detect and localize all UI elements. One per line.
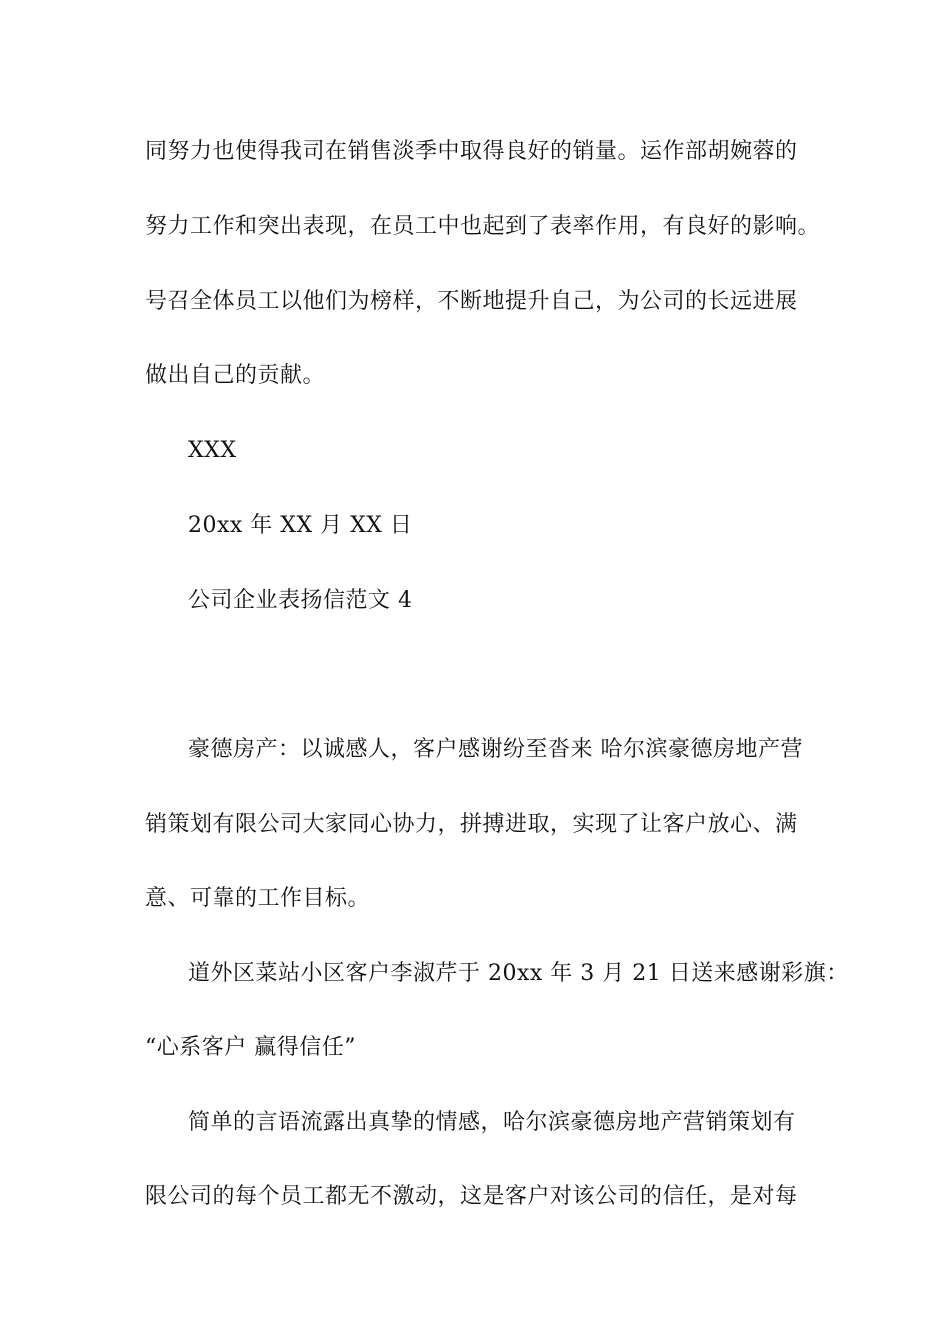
- signature-date: 20xx 年 XX 月 XX 日: [188, 513, 413, 538]
- paragraph-line: 努力工作和突出表现，在员工中也起到了表率作用，有良好的影响。: [145, 214, 821, 239]
- paragraph-line: 豪德房产：以诚感人，客户感谢纷至沓来 哈尔滨豪德房地产营: [188, 737, 803, 762]
- paragraph-line: 道外区菜站小区客户李淑芹于 20xx 年 3 月 21 日送来感谢彩旗：: [188, 961, 849, 986]
- paragraph-line: 限公司的每个员工都无不激动，这是客户对该公司的信任，是对每: [145, 1184, 798, 1209]
- signature-name: XXX: [188, 438, 237, 463]
- paragraph-line: 号召全体员工以他们为榜样，不断地提升自己，为公司的长远进展: [145, 289, 798, 314]
- paragraph-line: 同努力也使得我司在销售淡季中取得良好的销量。运作部胡婉蓉的: [145, 139, 798, 164]
- paragraph-line: 做出自己的贡献。: [145, 363, 326, 388]
- paragraph-line: “心系客户 赢得信任”: [145, 1035, 356, 1060]
- paragraph-line: 意、可靠的工作目标。: [145, 886, 371, 911]
- paragraph-line: 简单的言语流露出真挚的情感，哈尔滨豪德房地产营销策划有: [188, 1110, 796, 1135]
- section-heading: 公司企业表扬信范文 4: [188, 588, 413, 613]
- paragraph-line: 销策划有限公司大家同心协力，拼搏进取，实现了让客户放心、满: [145, 812, 798, 837]
